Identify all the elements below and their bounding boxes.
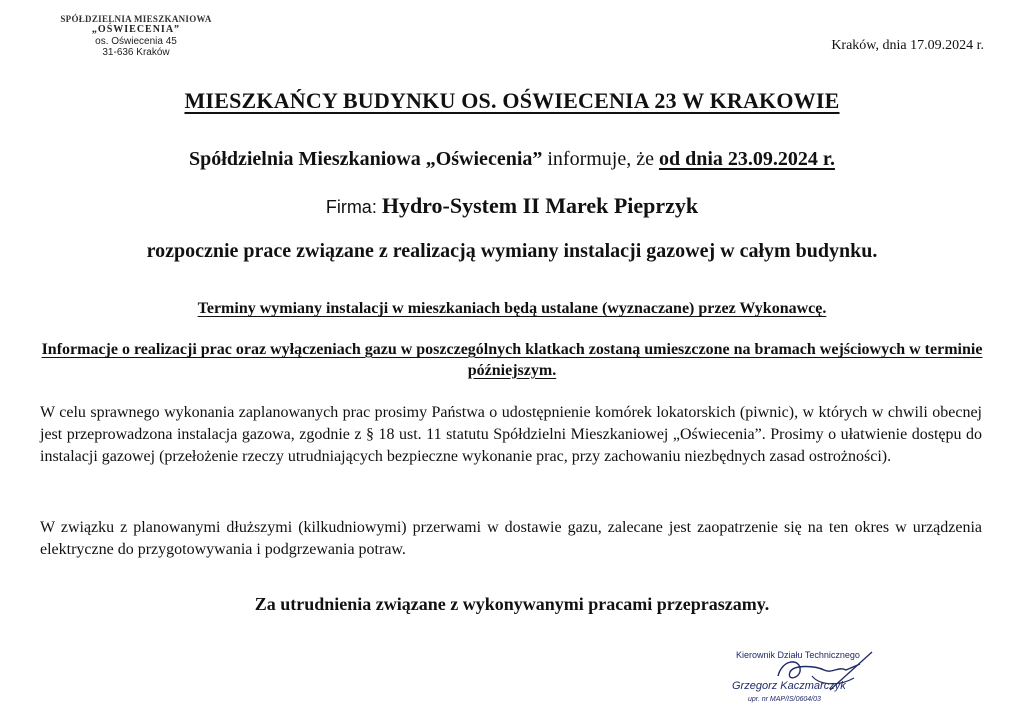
start-date: od dnia 23.09.2024 r. (659, 148, 835, 170)
cooperative-stamp (36, 14, 236, 59)
contractor-line (0, 193, 1024, 219)
date-line: Kraków, dnia 17.09.2024 r. (831, 38, 984, 53)
stamp-line-2: „OŚWIECENIA” (91, 24, 181, 36)
gas-outage-paragraph: W związku z planowanymi dłuższymi (kilkudniowymi) przerwami w dostawie gazu, zalecane jest zaopatrzenie się na ten okres w urządzenia elektryczne do przygotowywania i podgrzewania potraw. (40, 519, 982, 559)
document-heading (0, 88, 1024, 114)
stamp-address: os. Oświecenia 45 (95, 35, 177, 47)
info-note-text: Informacje o realizacji prac oraz wyłączeniach gazu w poszczególnych klatkach zostaną umieszczone na bramach wejściowych w terminie późniejszym. (41, 341, 983, 379)
closing-apology: Za utrudnienia związane z wykonywanymi pracami przepraszamy. (254, 594, 770, 614)
signature-license: upr. nr MAP/IS/0604/03 (748, 696, 821, 703)
schedule-note: Terminy wymiany instalacji w mieszkaniach będą ustalane (wyznaczane) przez Wykonawcę. (197, 300, 827, 317)
work-description: rozpocznie prace związane z realizacją wymiany instalacji gazowej w całym budynku. (146, 240, 878, 262)
access-paragraph: W celu sprawnego wykonania zaplanowanych prac prosimy Państwa o udostępnienie komórek lokatorskich (piwnic), w których w chwili obecnej jest przeprowadzona instalacja gazowa, zgodnie z § 18 ust. 11 statutu Spółdzielni Mieszkaniowej „Oświecenia”. Prosimy o ułatwienie dostępu do instalacji gazowej (przełożenie rzeczy utrudniających bezpieczne wykonanie prac, przy zachowaniu niezbędnych zasad ostrożności). (40, 404, 982, 466)
stamp-line-1: SPÓŁDZIELNIA MIESZKANIOWA (60, 14, 212, 24)
info-note (40, 340, 984, 382)
informs-text: informuje, że (542, 148, 659, 170)
firm-name: Hydro-System II Marek Pieprzyk (381, 193, 699, 218)
handwritten-signature (720, 646, 960, 720)
announcement-line (0, 148, 1024, 171)
heading-text: MIESZKAŃCY BUDYNKU OS. OŚWIECENIA 23 W KRAKOWIE (184, 88, 840, 113)
signature-name: Grzegorz Kaczmarczyk (732, 680, 846, 692)
signature-block (720, 646, 960, 720)
firm-label: Firma: (325, 197, 382, 217)
stamp-postal-city: 31-636 Kraków (102, 47, 170, 59)
organization-name: Spółdzielnia Mieszkaniowa „Oświecenia” (189, 148, 543, 170)
signature-title: Kierownik Działu Technicznego (736, 650, 860, 660)
